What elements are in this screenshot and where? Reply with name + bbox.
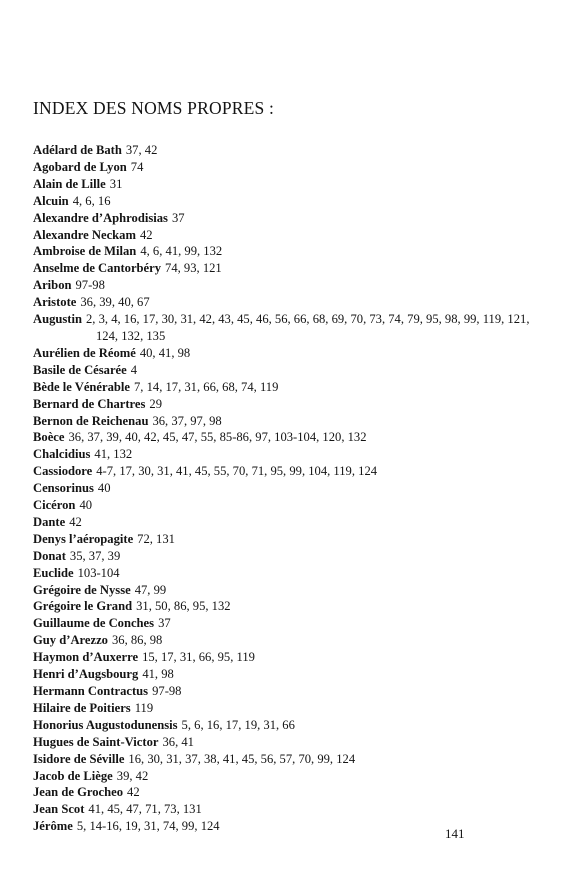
index-entry xyxy=(33,345,503,362)
entry-name: Basile de Césarée xyxy=(33,362,127,377)
entry-pages: 47, 99 xyxy=(134,582,167,597)
entry-pages: 31, 50, 86, 95, 132 xyxy=(136,599,231,614)
entry-name: Agobard de Lyon xyxy=(33,159,127,174)
entry-pages: 2, 3, 4, 16, 17, 30, 31, 42, 43, 45, 46, 56, 66, 68, 69, 70, 73, 74, 79, 95, 98, 99, 119, 121, 124, 132, 135 xyxy=(86,312,530,343)
index-entry xyxy=(33,818,503,835)
entry-pages: 74 xyxy=(130,159,144,174)
entry-pages: 7, 14, 17, 31, 66, 68, 74, 119 xyxy=(134,379,279,394)
entry-pages: 97-98 xyxy=(152,684,182,698)
index-entry xyxy=(33,751,503,768)
entry-name: Hugues de Saint-Victor xyxy=(33,734,159,749)
index-entry xyxy=(33,598,503,615)
entry-pages: 36, 37, 97, 98 xyxy=(152,413,222,428)
index-entry xyxy=(33,768,503,785)
index-entry xyxy=(33,717,503,734)
index-entry xyxy=(33,649,503,666)
page-number: 141 xyxy=(445,826,465,841)
entry-name: Henri d’Augsbourg xyxy=(33,667,139,682)
entry-pages: 42 xyxy=(139,227,153,242)
entry-name: Dante xyxy=(33,514,66,529)
index-entry xyxy=(33,429,503,446)
index-entry xyxy=(33,683,503,700)
index-entry xyxy=(33,565,503,582)
index-entry xyxy=(33,734,503,751)
entry-pages: 41, 45, 47, 71, 73, 131 xyxy=(88,802,202,817)
entry-pages: 37 xyxy=(158,616,171,631)
index-entry xyxy=(33,666,503,683)
index-entry xyxy=(33,497,503,514)
entry-pages: 5, 6, 16, 17, 19, 31, 66 xyxy=(181,717,295,732)
entry-pages: 15, 17, 31, 66, 95, 119 xyxy=(142,650,255,665)
entry-name: Bède le Vénérable xyxy=(33,379,130,394)
entry-name: Aristote xyxy=(33,295,77,310)
entry-name: Cicéron xyxy=(33,498,76,513)
entry-pages: 72, 131 xyxy=(137,531,175,546)
entry-pages: 74, 93, 121 xyxy=(165,261,222,276)
index-entry xyxy=(33,463,503,480)
entry-name: Isidore de Séville xyxy=(33,751,125,766)
entry-name: Cassiodore xyxy=(33,464,93,479)
entry-name: Aurélien de Réomé xyxy=(33,345,136,360)
index-entry xyxy=(33,480,503,497)
index-entry xyxy=(33,700,503,717)
entry-name: Grégoire de Nysse xyxy=(33,582,131,597)
entry-pages: 37, 42 xyxy=(125,143,158,157)
entry-pages: 37 xyxy=(171,210,185,225)
entry-name: Boèce xyxy=(33,430,65,445)
entry-name: Bernon de Reichenau xyxy=(33,413,149,428)
entry-pages: 97-98 xyxy=(75,278,105,293)
index-entry xyxy=(33,514,503,531)
entry-pages: 36, 39, 40, 67 xyxy=(80,295,150,310)
entry-pages: 5, 14-16, 19, 31, 74, 99, 124 xyxy=(76,819,220,834)
index-entry xyxy=(33,531,503,548)
entry-pages: 36, 86, 98 xyxy=(111,633,163,648)
entry-pages: 36, 37, 39, 40, 42, 45, 47, 55, 85-86, 97, 103-104, 120, 132 xyxy=(68,430,367,445)
entry-name: Augustin xyxy=(33,312,82,327)
entry-pages: 119 xyxy=(134,700,154,715)
entry-name: Honorius Augustodunensis xyxy=(33,717,178,732)
index-entry xyxy=(33,582,503,599)
entry-pages: 36, 41 xyxy=(162,734,194,749)
entry-pages: 35, 37, 39 xyxy=(69,548,121,563)
entry-name: Hermann Contractus xyxy=(33,684,149,698)
entry-pages: 41, 98 xyxy=(142,667,174,682)
entry-name: Ambroise de Milan xyxy=(33,244,137,259)
entry-name: Aribon xyxy=(33,278,72,293)
index-entry xyxy=(33,227,503,244)
entry-name: Euclide xyxy=(33,565,74,580)
index-entry xyxy=(33,784,503,801)
index-entry xyxy=(33,379,503,396)
index-entry xyxy=(33,413,503,430)
entry-name: Alain de Lille xyxy=(33,176,106,191)
entry-pages: 4-7, 17, 30, 31, 41, 45, 55, 70, 71, 95, 99, 104, 119, 124 xyxy=(96,464,378,479)
entry-pages: 42 xyxy=(69,514,82,529)
entry-name: Alexandre d’Aphrodisias xyxy=(33,210,168,225)
index-title: INDEX DES NOMS PROPRES : xyxy=(33,98,275,118)
entry-name: Alexandre Neckam xyxy=(33,227,136,242)
index-entry xyxy=(33,159,503,176)
entry-name: Donat xyxy=(33,548,66,563)
index-entry xyxy=(33,615,503,632)
entry-name: Bernard de Chartres xyxy=(33,396,146,411)
index-entry xyxy=(33,193,503,210)
entry-pages: 41, 132 xyxy=(94,447,133,462)
entry-name: Haymon d’Auxerre xyxy=(33,650,139,665)
index-entry xyxy=(33,142,503,159)
entry-pages: 4 xyxy=(130,362,138,377)
index-entry xyxy=(33,801,503,818)
index-entry xyxy=(33,294,503,311)
entry-name: Jean de Grocheo xyxy=(33,785,124,800)
entry-name: Censorinus xyxy=(33,481,94,496)
index-entry xyxy=(33,396,503,413)
index-entry xyxy=(33,446,503,463)
index-entry xyxy=(33,176,503,193)
entry-name: Alcuin xyxy=(33,193,69,208)
entry-name: Chalcidius xyxy=(33,447,91,462)
entry-pages: 40, 41, 98 xyxy=(139,345,191,360)
entry-name: Anselme de Cantorbéry xyxy=(33,261,162,276)
entry-name: Adélard de Bath xyxy=(33,143,122,157)
entry-pages: 40 xyxy=(79,498,93,513)
entry-pages: 4, 6, 16 xyxy=(72,193,111,208)
entry-name: Jérôme xyxy=(33,819,73,834)
entry-pages: 40 xyxy=(97,481,111,496)
index-entry xyxy=(33,210,503,227)
entry-pages: 4, 6, 41, 99, 132 xyxy=(140,244,223,259)
index-entry xyxy=(33,311,541,345)
index-entry xyxy=(33,362,503,379)
entry-pages: 39, 42 xyxy=(116,768,149,783)
entry-name: Guy d’Arezzo xyxy=(33,633,108,648)
entry-name: Grégoire le Grand xyxy=(33,599,133,614)
entry-pages: 42 xyxy=(127,785,140,800)
entry-pages: 16, 30, 31, 37, 38, 41, 45, 56, 57, 70, 99, 124 xyxy=(128,751,356,766)
entry-name: Hilaire de Poitiers xyxy=(33,700,131,715)
index-entry xyxy=(33,632,503,649)
entry-pages: 103-104 xyxy=(77,565,120,580)
index-entries xyxy=(33,142,530,835)
index-entry xyxy=(33,277,503,294)
entry-name: Jean Scot xyxy=(33,802,85,817)
index-entry xyxy=(33,548,503,565)
index-entry xyxy=(33,243,503,260)
entry-pages: 31 xyxy=(109,176,123,191)
entry-name: Denys l’aéropagite xyxy=(33,531,134,546)
entry-name: Jacob de Liège xyxy=(33,768,113,783)
entry-pages: 29 xyxy=(149,396,162,411)
index-entry xyxy=(33,260,503,277)
entry-name: Guillaume de Conches xyxy=(33,616,155,631)
